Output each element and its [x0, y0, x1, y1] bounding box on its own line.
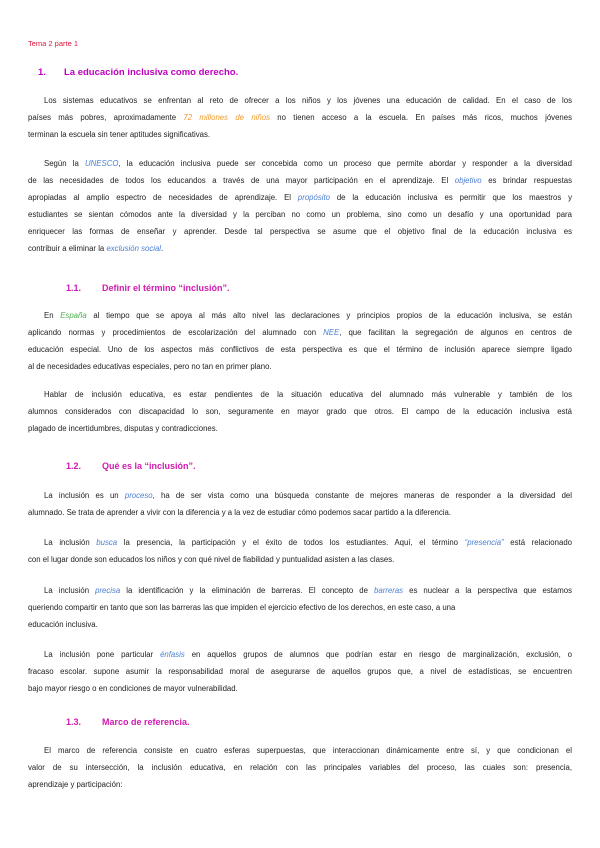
section-number: 1. [38, 67, 46, 78]
section-heading-1-1 [66, 283, 230, 293]
keyword-highlight: énfasis [160, 650, 185, 659]
text-line: contribuir a eliminar la exclusión social. [28, 244, 164, 253]
paragraph-6 [28, 534, 572, 568]
text-line: alumnado. Se trata de aprender a vivir con la diferencia y a la vez de estudiar cómo podemos sacar partido a la diferencia. [28, 508, 452, 517]
paragraph-5 [28, 487, 572, 521]
paragraph-3 [28, 307, 572, 375]
paragraph-8 [28, 646, 572, 697]
text-line: Según la UNESCO, la educación inclusiva puede ser concebida como un proceso que permite abordar y responder a la diversidad [44, 159, 572, 168]
text-line: países más pobres, aproximadamente 72 millones de niños no tienen acceso a la escuela. En países más ricos, muchos jóvenes [28, 113, 572, 122]
text-line: queriendo compartir en tanto que son las barreras las que impiden el ejercicio efectivo de los derechos, en este caso, a una [28, 603, 456, 612]
keyword-highlight: objetivo [454, 176, 482, 185]
paragraph-7 [28, 582, 572, 633]
text-line: La inclusión es un proceso, ha de ser vista como una búsqueda constante de mejores maneras de responder a la diversidad del [44, 491, 572, 500]
text-line: alumnos considerados con discapacidad lo son, seguramente en mayor grado que otros. El campo de la educación inclusiva está [28, 407, 572, 416]
section-number: 1.2. [66, 461, 82, 471]
text-line: Hablar de inclusión educativa, es estar pendientes de la situación educativa del alumnado más vulnerable y también de los [44, 390, 572, 399]
text-line: Los sistemas educativos se enfrentan al reto de ofrecer a los niños y los jóvenes una educación de calidad. En el caso de los [44, 96, 572, 105]
text-line: apropiadas al amplio espectro de necesidades de aprendizaje. El propósito de la educación inclusiva es permitir que los maestros y [28, 193, 573, 202]
section-title: La educación inclusiva como derecho. [64, 67, 239, 78]
section-heading-1 [38, 67, 238, 78]
keyword-highlight: NEE [323, 328, 340, 337]
text-line: El marco de referencia consiste en cuatro esferas superpuestas, que interaccionan dinámicamente entre sí, y que condicionan el [44, 746, 572, 755]
keyword-highlight: exclusión social [106, 244, 162, 253]
keyword-highlight: “presencia” [464, 538, 504, 547]
text-line: aplicando normas y procedimientos de escolarización del alumnado con NEE, que facilitan la segregación de algunos en centros de [28, 328, 572, 337]
section-number: 1.1. [66, 283, 82, 293]
section-heading-1-2 [66, 461, 196, 471]
section-title: Definir el término “inclusión”. [102, 283, 230, 293]
keyword-highlight: España [60, 311, 87, 320]
keyword-highlight: 72 millones de niños [183, 113, 270, 122]
text-line: fracaso escolar. supone asumir la responsabilidad moral de asegurarse de aquellos grupos que, a nivel de estadísticas, se encuentren [28, 667, 572, 676]
paragraph-1 [28, 92, 572, 143]
text-line: enriquecer las formas de enseñar y aprender. Desde tal perspectiva se asume que el objetivo final de la educación inclusiva es [28, 227, 572, 236]
document-header: Tema 2 parte 1 [28, 39, 79, 48]
paragraph-4 [28, 386, 572, 437]
keyword-highlight: barreras [374, 586, 404, 595]
paragraph-2 [28, 155, 572, 257]
text-line: La inclusión precisa la identificación y la eliminación de barreras. El concepto de barreras es nuclear a la perspectiva que estamos [44, 586, 572, 595]
section-title: Qué es la “inclusión”. [102, 461, 196, 471]
text-line: En España al tiempo que se apoya al más alto nivel las declaraciones y principios propios de la educación inclusiva, se están [44, 311, 572, 320]
text-line: educación especial. Uno de los aspectos más conflictivos de esta perspectiva es que el término de inclusión aparece siempre ligado [28, 345, 572, 354]
text-line: aprendizaje y participación: [28, 780, 123, 789]
text-line: al de necesidades educativas especiales, pero no tan en primer plano. [28, 362, 272, 371]
section-heading-1-3 [66, 717, 190, 727]
text-line: La inclusión pone particular énfasis en aquellos grupos de alumnos que podrían estar en riesgo de marginalización, exclusión, o [44, 650, 572, 659]
section-title: Marco de referencia. [102, 717, 190, 727]
keyword-highlight: busca [96, 538, 118, 547]
text-line: educación inclusiva. [28, 620, 98, 629]
text-line: terminan la escuela sin tener aptitudes significativas. [28, 130, 211, 139]
keyword-highlight: propósito [297, 193, 330, 202]
keyword-highlight: UNESCO [85, 159, 119, 168]
section-number: 1.3. [66, 717, 82, 727]
text-line: con el lugar donde son educados los niños y con qué nivel de fiabilidad y puntualidad asisten a las clases. [28, 555, 395, 564]
text-line: estudiantes se sientan cómodos ante la diversidad y la perciban no como un problema, sino como un desafío y una oportunidad para [28, 210, 572, 219]
keyword-highlight: precisa [95, 586, 121, 595]
text-line: bajo mayor riesgo o en condiciones de mayor vulnerabilidad. [28, 684, 238, 693]
text-line: La inclusión busca la presencia, la participación y el éxito de todos los estudiantes. Aquí, el término “presencia” está relacionado [44, 538, 572, 547]
keyword-highlight: proceso [124, 491, 153, 500]
text-line: valor de su intersección, la inclusión educativa, en relación con las principales variables del proceso, las cuales son: presencia, [28, 763, 572, 772]
text-line: de las necesidades de todos los educandos a través de una mayor participación en el aprendizaje. El objetivo es brindar respuestas [28, 176, 572, 185]
paragraph-9 [28, 742, 572, 793]
text-line: plagado de incertidumbres, disputas y contradicciones. [28, 424, 218, 433]
